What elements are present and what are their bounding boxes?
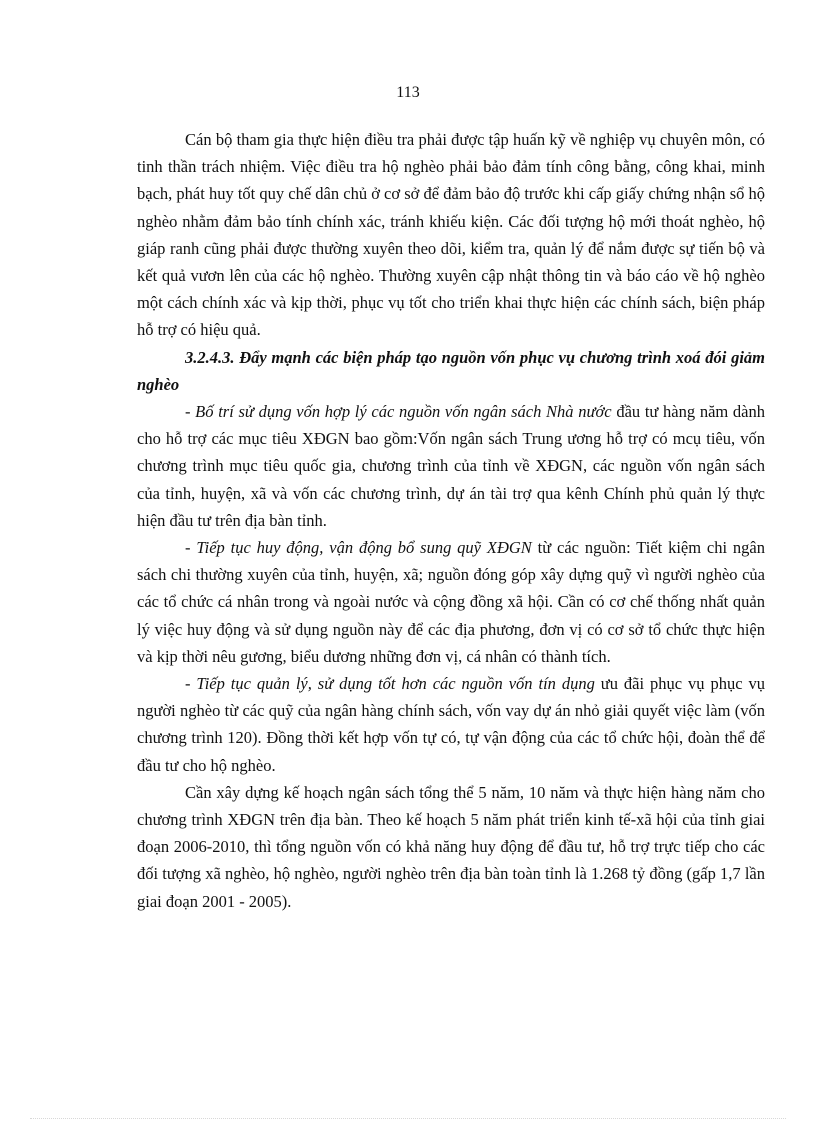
paragraph-budget-allocation: [137, 398, 765, 534]
paragraph-credit-sources: [137, 670, 765, 779]
paragraph-text: đầu tư hàng năm dành cho hỗ trợ các mục tiêu XĐGN bao gồm:Vốn ngân sách Trung ương hỗ trợ có mcụ tiêu, vốn chương trình mục tiêu quốc gia, chương trình của tỉnh về XĐGN, các nguồn vốn ngân sách của tỉnh, huyện, xã và vốn các chương trình, dự án tài trợ qua kênh Chính phủ quản lý thực hiện đầu tư trên địa bàn tỉnh.: [137, 402, 765, 530]
document-body: [137, 126, 765, 915]
section-heading: 3.2.4.3. Đẩy mạnh các biện pháp tạo nguồn vốn phục vụ chương trình xoá đói giảm nghèo: [137, 347, 765, 394]
page-number: 113: [396, 84, 420, 101]
paragraph-lead: - Tiếp tục quản lý, sử dụng tốt hơn các nguồn vốn tín dụng: [185, 674, 595, 694]
paragraph-survey-staff: Cán bộ tham gia thực hiện điều tra phải được tập huấn kỹ về nghiệp vụ chuyên môn, có tinh thần trách nhiệm. Việc điều tra hộ nghèo phải bảo đảm tính công bằng, công khai, minh bạch, phát huy tốt quy chế dân chủ ở cơ sở để đảm bảo độ trước khi cấp giấy chứng nhận sổ hộ nghèo nhằm đảm bảo tính chính xác, tránh khiếu kiện. Các đối tượng hộ mới thoát nghèo, hộ giáp ranh cũng phải được thường xuyên theo dõi, kiểm tra, quản lý để nắm được sự tiến bộ và kết quả vươn lên của các hộ nghèo. Thường xuyên cập nhật thông tin và báo cáo về hộ nghèo một cách chính xác và kịp thời, phục vụ tốt cho triển khai thực hiện các chính sách, biện pháp hỗ trợ có hiệu quả.: [137, 130, 765, 340]
paragraph-lead: - Bố trí sử dụng vốn hợp lý các nguồn vốn ngân sách Nhà nước: [185, 402, 612, 422]
page-bottom-divider: [30, 1118, 786, 1119]
paragraph-lead: - Tiếp tục huy động, vận động bổ sung quỹ XĐGN: [185, 538, 532, 558]
paragraph-budget-plan: Cần xây dựng kế hoạch ngân sách tổng thể 5 năm, 10 năm và thực hiện hàng năm cho chương trình XĐGN trên địa bàn. Theo kế hoạch 5 năm phát triển kinh tế-xã hội của tỉnh giai đoạn 2006-2010, thì tổng nguồn vốn có khả năng huy động để đầu tư, hỗ trợ trực tiếp cho các đối tượng xã nghèo, hộ nghèo, người nghèo trên địa bàn toàn tỉnh là 1.268 tỷ đồng (gấp 1,7 lần giai đoạn 2001 - 2005).: [137, 782, 765, 911]
paragraph-text: từ các nguồn: Tiết kiệm chi ngân sách chi thường xuyên của tỉnh, huyện, xã; nguồn đóng góp xây dựng quỹ vì người nghèo của các tổ chức cá nhân trong và ngoài nước và cộng đồng xã hội. Cần có cơ chế thống nhất quản lý việc huy động và sử dụng nguồn này để các địa phương, đơn vị có cơ sở tổ chức thực hiện và kịp thời nêu gương, biểu dương những đơn vị, cá nhân có thành tích.: [137, 538, 765, 666]
paragraph-fund-mobilization: [137, 534, 765, 670]
paragraph-text: ưu đãi phục vụ phục vụ người nghèo từ các quỹ của ngân hàng chính sách, vốn vay dự án nhỏ giải quyết việc làm (vốn chương trình 120). Đồng thời kết hợp vốn tự có, tự vận động của các tổ chức hội, đoàn thể để đầu tư cho hộ nghèo.: [137, 674, 765, 775]
